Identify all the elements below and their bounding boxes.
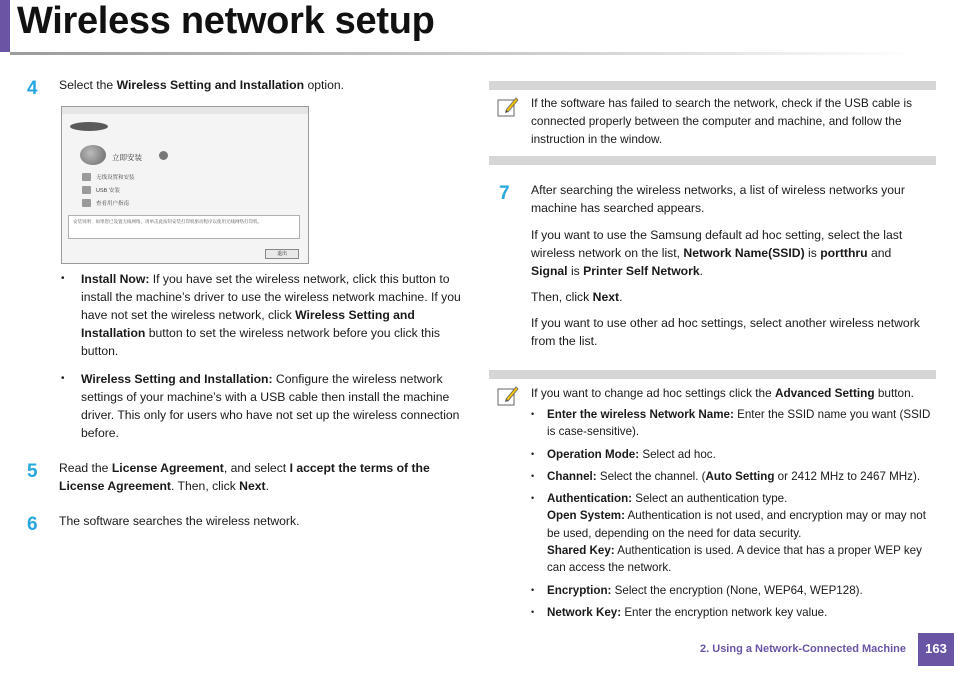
step-5-text xyxy=(59,459,464,495)
step-5-t4: . xyxy=(265,479,269,493)
option-user-guide[interactable]: 查看用户指南 xyxy=(96,201,130,207)
item-4-sub2-bold: Shared Key: xyxy=(547,544,615,558)
note-2-t2: button. xyxy=(874,386,914,400)
step-7-p2-t3: and xyxy=(867,246,892,260)
item-6-bold: Network Key: xyxy=(547,605,622,619)
title-underline xyxy=(10,52,915,55)
item-4-bold: Authentication: xyxy=(547,492,633,506)
install-arrow-icon xyxy=(159,151,168,160)
step-4-text xyxy=(59,76,469,94)
list-item-network-key xyxy=(531,604,936,621)
page-number: 163 xyxy=(918,633,954,666)
step-5-t3: . Then, click xyxy=(170,479,240,493)
option-usb-install[interactable]: USB 安装 xyxy=(96,188,120,194)
item-5-bold: Encryption: xyxy=(547,583,612,597)
option-wireless-setting[interactable]: 无线设置和安装 xyxy=(96,175,135,181)
note-pencil-icon xyxy=(497,95,519,117)
step-5-t2: , and select xyxy=(223,461,290,475)
install-disc-icon xyxy=(80,145,106,165)
item-6-text: Enter the encryption network key value. xyxy=(621,605,828,619)
item-5-text: Select the encryption (None, WEP64, WEP128). xyxy=(611,583,863,597)
guide-icon xyxy=(82,199,91,207)
install-now-label[interactable]: 立即安装 xyxy=(112,153,142,162)
item-2-text: Select ad hoc. xyxy=(639,447,716,461)
installer-title-bar xyxy=(62,107,308,114)
bullet-wireless-setting xyxy=(61,370,463,442)
step-7-p2-t2: is xyxy=(804,246,821,260)
step-7-p2-b2: portthru xyxy=(820,246,868,260)
install-description-box: 安装说明：如果您已设置无线网络，请单击此按钮安装打印机驱动程序以使用无线网络打印机。 xyxy=(68,215,300,239)
footer-chapter-link[interactable]: 2. Using a Network-Connected Machine xyxy=(700,643,906,655)
note-1-bottom-bar xyxy=(489,156,936,165)
note-2-top-bar xyxy=(489,370,936,379)
page-title: Wireless network setup xyxy=(17,0,435,42)
step-6-text: The software searches the wireless network. xyxy=(59,514,300,528)
bullet-1-text-2: button to set the wireless network before you click this button. xyxy=(81,326,441,358)
note-1-top-bar xyxy=(489,81,936,90)
step-4-bold: Wireless Setting and Installation xyxy=(116,78,305,92)
item-4-sub2-text: Authentication is used. A device that has a proper WEP key can access the network. xyxy=(547,544,922,575)
note-2-b1: Advanced Setting xyxy=(774,386,875,400)
list-item-channel xyxy=(531,468,936,485)
step-number-6: 6 xyxy=(27,514,38,535)
bullet-1-bold: Install Now: xyxy=(81,272,150,286)
bullet-2-bold: Wireless Setting and Installation: xyxy=(81,372,273,386)
installer-screenshot xyxy=(61,106,309,264)
item-2-bold: Operation Mode: xyxy=(547,447,640,461)
bullet-2-text: Configure the wireless network settings of your machine’s with a USB cable then install the machine driver. This only for users who have not set up the wireless connection before. xyxy=(81,372,460,440)
step-7-p3 xyxy=(531,288,931,306)
step-7-p3-t2: . xyxy=(619,290,623,304)
bullet-1-text: If you have set the wireless network, click this button to install the machine’s driver to use the wireless network machine. If you have not set the wireless network, click xyxy=(81,272,461,322)
step-7-p2-b1: Network Name(SSID) xyxy=(683,246,805,260)
item-3-text: Select the channel. ( xyxy=(596,469,706,483)
item-3-text-2: or 2412 MHz to 2467 MHz). xyxy=(774,469,921,483)
title-side-bar xyxy=(0,0,10,52)
note-2-intro xyxy=(531,384,931,402)
note-1-text: If the software has failed to search the network, check if the USB cable is connected properly between the computer and machine, and follow the instruction in the window. xyxy=(531,96,912,146)
step-7-p2 xyxy=(531,226,931,280)
bullet-install-now xyxy=(61,270,463,360)
note-pencil-icon-2 xyxy=(497,384,519,406)
list-item-authentication xyxy=(531,490,936,576)
step-number-5: 5 xyxy=(27,461,38,482)
list-item-encryption xyxy=(531,582,936,599)
step-7-p2-t4: is xyxy=(567,264,584,278)
step-number-7: 7 xyxy=(499,183,510,204)
step-5-b1: License Agreement xyxy=(111,461,224,475)
list-item-operation-mode xyxy=(531,446,936,463)
step-7-p4: If you want to use other ad hoc settings, select another wireless network from the list. xyxy=(531,316,920,348)
item-1-text: Enter the SSID name you want (SSID is case-sensitive). xyxy=(547,408,931,439)
note-2-t1: If you want to change ad hoc settings click the xyxy=(531,386,775,400)
exit-button[interactable]: 退出 xyxy=(265,249,299,259)
ad-hoc-settings-list xyxy=(531,406,936,626)
wireless-icon xyxy=(82,173,91,181)
step-7-p2-t1: If you want to use the Samsung default ad hoc setting, select the last wireless network on the list, xyxy=(531,228,903,260)
step-number-4: 4 xyxy=(27,78,38,99)
step-7-p1: After searching the wireless networks, a list of wireless networks your machine has searched appears. xyxy=(531,183,905,215)
list-item-network-name xyxy=(531,406,936,441)
usb-icon xyxy=(82,186,91,194)
step-5-b3: Next xyxy=(239,479,266,493)
item-1-bold: Enter the wireless Network Name: xyxy=(547,408,734,421)
step-7-p3-b1: Next xyxy=(592,290,620,304)
step-7-p2-t5: . xyxy=(699,264,704,278)
step-4-pre: Select the xyxy=(59,78,117,92)
samsung-logo xyxy=(70,122,108,131)
step-7-p3-t1: Then, click xyxy=(531,290,593,304)
step-7-p2-b4: Printer Self Network xyxy=(583,264,700,278)
step-7-p2-b3: Signal xyxy=(531,264,568,278)
step-4-post: option. xyxy=(304,78,345,92)
item-3-bold-2: Auto Setting xyxy=(705,469,775,483)
item-4-text: Select an authentication type. xyxy=(632,492,788,506)
item-4-sub1-bold: Open System: xyxy=(547,509,625,523)
item-3-bold: Channel: xyxy=(547,469,597,483)
step-5-t1: Read the xyxy=(59,461,112,475)
step-4-bullet-list xyxy=(61,270,463,452)
step-5-b2: I accept the terms of the License Agreement xyxy=(59,461,430,493)
bullet-1-bold-2: Wireless Setting and Installation xyxy=(81,308,415,340)
item-4-sub1-text: Authentication is not used, and encryption may or may not be used, depending on the need for data security. xyxy=(547,509,926,540)
